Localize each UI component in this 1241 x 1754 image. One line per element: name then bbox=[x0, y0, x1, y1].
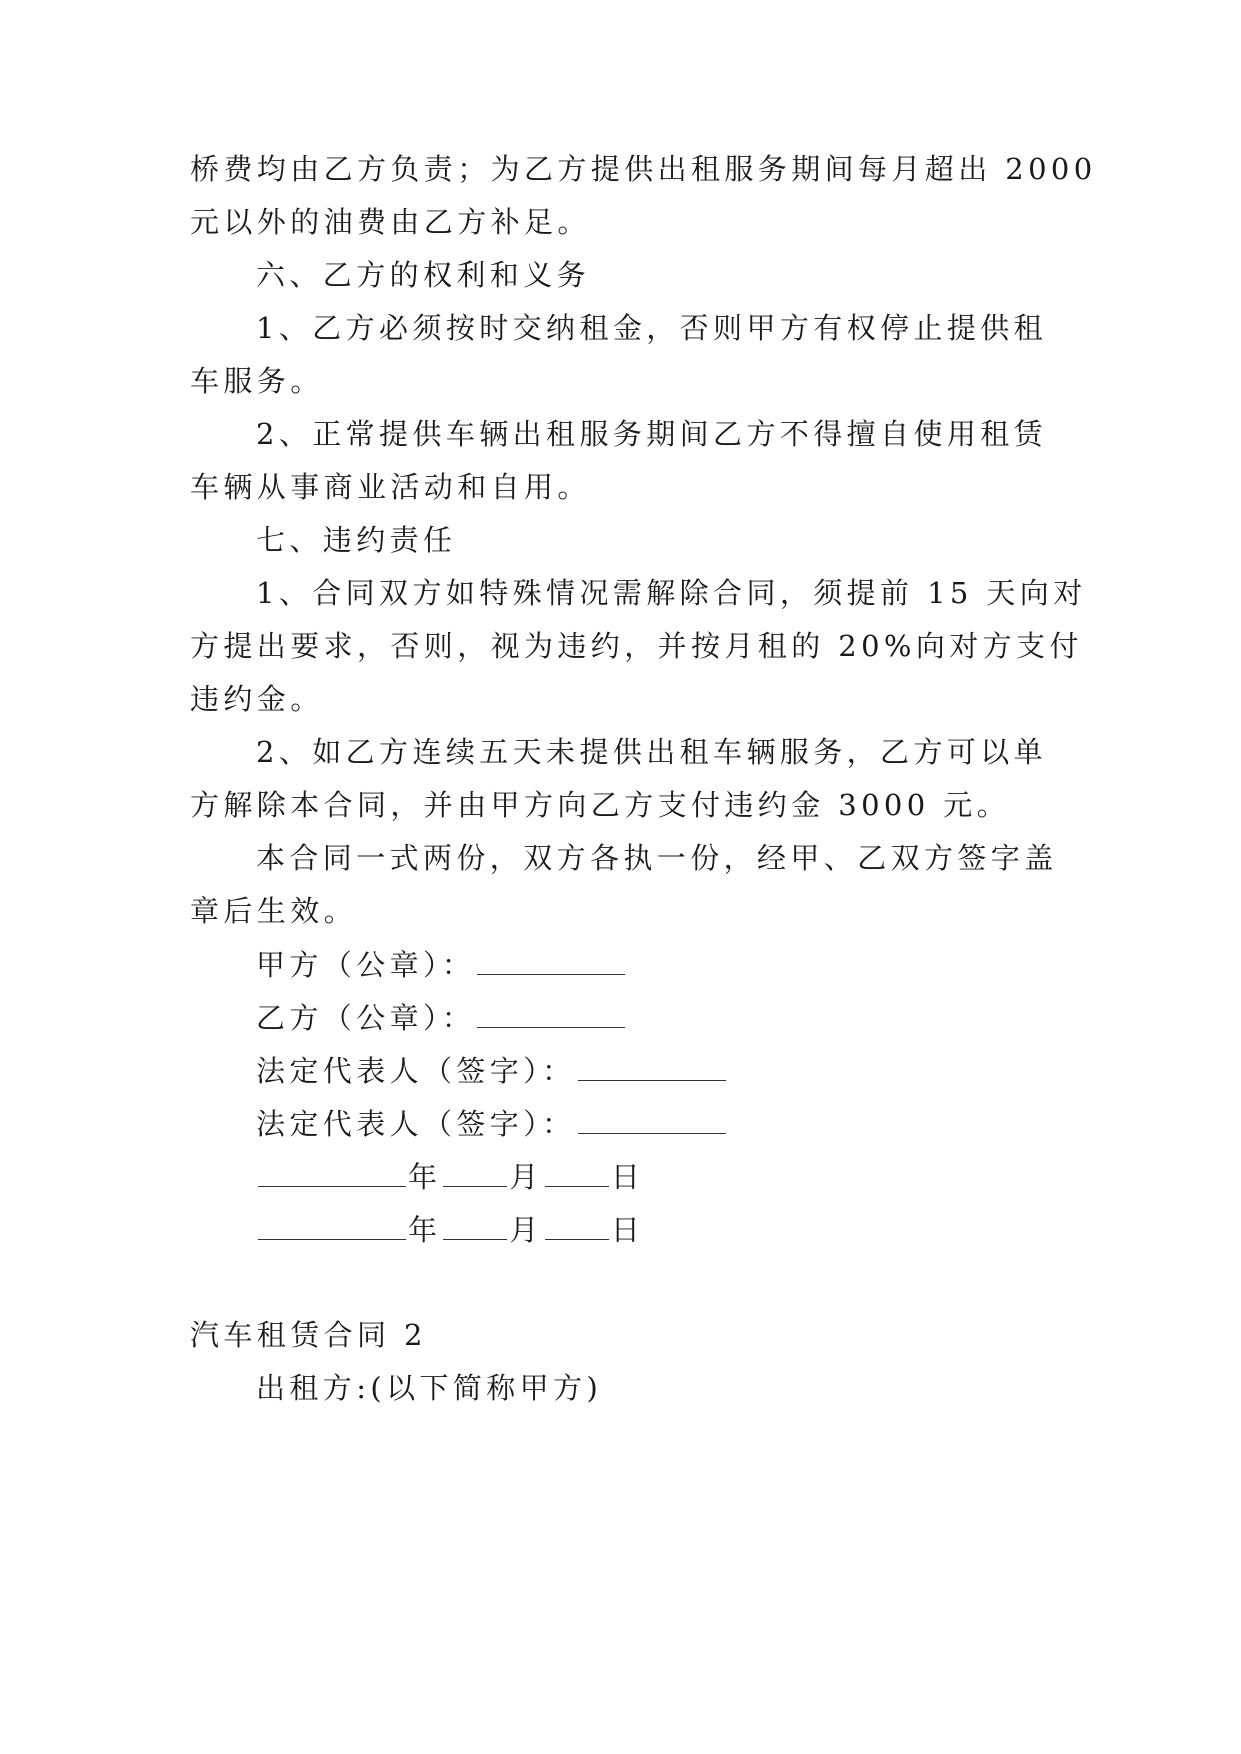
paragraph-line: 违约金。 bbox=[190, 682, 324, 716]
month-blank bbox=[443, 1156, 507, 1187]
section-heading-party-b-rights: 六、乙方的权利和义务 bbox=[256, 258, 591, 292]
paragraph-line: 方解除本合同，并由甲方向乙方支付违约金 3000 元。 bbox=[190, 788, 1011, 822]
signature-blank bbox=[578, 1050, 726, 1081]
day-blank bbox=[545, 1156, 609, 1187]
signature-label: 甲方（公章）： bbox=[256, 948, 476, 982]
paragraph-line: 章后生效。 bbox=[190, 894, 358, 928]
paragraph-line: 车服务。 bbox=[190, 364, 324, 398]
paragraph-line: 方提出要求，否则，视为违约，并按月租的 20%向对方支付 bbox=[190, 629, 1083, 663]
paragraph-line: 2、如乙方连续五天未提供出租车辆服务，乙方可以单 bbox=[256, 735, 1048, 769]
lessor-line: 出租方:(以下简称甲方) bbox=[256, 1371, 603, 1405]
signature-legal-rep-a bbox=[256, 1050, 728, 1091]
paragraph-line: 1、合同双方如特殊情况需解除合同，须提前 15 天向对 bbox=[256, 576, 1087, 610]
signature-label: 乙方（公章）： bbox=[256, 1001, 476, 1035]
signature-party-a bbox=[256, 944, 627, 985]
signature-party-b bbox=[256, 997, 627, 1038]
month-label: 月 bbox=[509, 1160, 543, 1194]
signature-label: 法定代表人（签字）： bbox=[256, 1054, 576, 1088]
signature-blank bbox=[477, 944, 625, 975]
day-label: 日 bbox=[610, 1160, 645, 1194]
day-blank bbox=[545, 1209, 609, 1240]
signature-blank bbox=[578, 1103, 726, 1134]
contract-2-title: 汽车租赁合同 2 bbox=[190, 1318, 427, 1352]
year-blank bbox=[258, 1209, 406, 1240]
date-line bbox=[256, 1209, 644, 1250]
month-label: 月 bbox=[509, 1213, 543, 1247]
day-label: 日 bbox=[610, 1213, 645, 1247]
year-label: 年 bbox=[408, 1213, 442, 1247]
year-blank bbox=[258, 1156, 406, 1187]
paragraph-line: 2、正常提供车辆出租服务期间乙方不得擅自使用租赁 bbox=[256, 417, 1048, 451]
paragraph-line: 桥费均由乙方负责；为乙方提供出租服务期间每月超出 2000 bbox=[190, 152, 1097, 186]
paragraph-line: 车辆从事商业活动和自用。 bbox=[190, 470, 591, 504]
paragraph-line: 1、乙方必须按时交纳租金，否则甲方有权停止提供租 bbox=[256, 311, 1048, 345]
section-heading-breach-liability: 七、违约责任 bbox=[256, 523, 457, 557]
signature-legal-rep-b bbox=[256, 1103, 728, 1144]
paragraph-line: 本合同一式两份，双方各执一份，经甲、乙双方签字盖 bbox=[256, 841, 1058, 875]
month-blank bbox=[443, 1209, 507, 1240]
paragraph-line: 元以外的油费由乙方补足。 bbox=[190, 205, 591, 239]
date-line bbox=[256, 1156, 644, 1197]
signature-label: 法定代表人（签字）： bbox=[256, 1107, 576, 1141]
signature-blank bbox=[477, 997, 625, 1028]
year-label: 年 bbox=[408, 1160, 442, 1194]
